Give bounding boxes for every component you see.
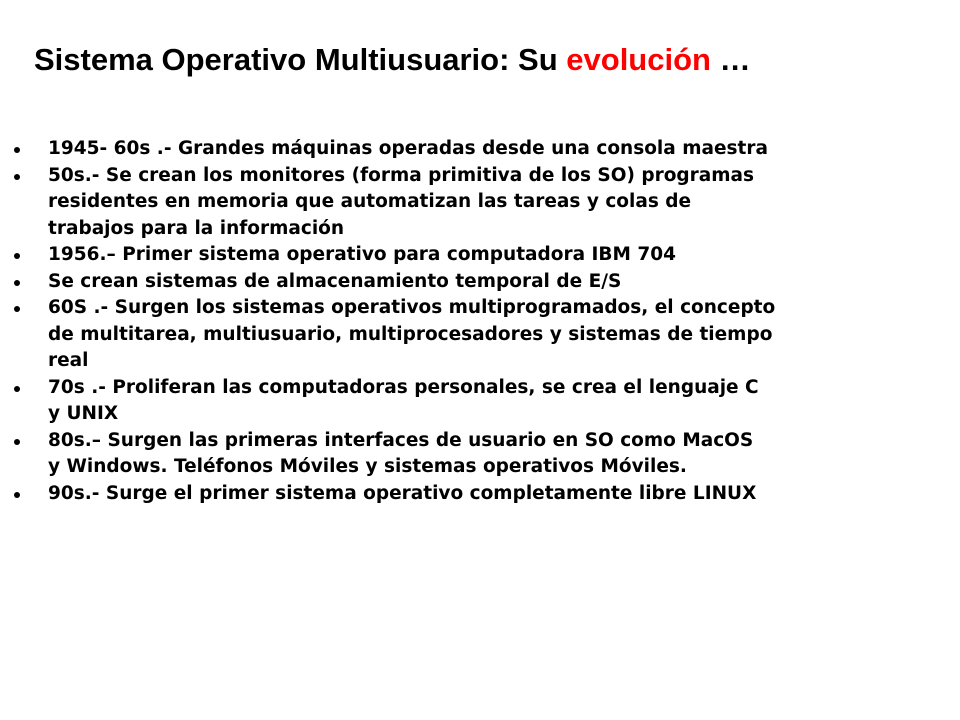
- list-item: [0, 295, 960, 375]
- evolution-list: [0, 136, 960, 507]
- bullet-icon: [14, 386, 20, 392]
- bullet-icon: [14, 306, 20, 312]
- title-prefix: Sistema Operativo Multiusuario: Su: [34, 42, 567, 77]
- list-item-text: 1956.– Primer sistema operativo para computadora IBM 704: [48, 244, 676, 265]
- list-item: [0, 242, 960, 269]
- list-item: [0, 136, 960, 163]
- list-item: [0, 375, 960, 428]
- list-item: [0, 428, 960, 481]
- list-item: [0, 269, 960, 296]
- list-item: [0, 481, 960, 508]
- list-item-text: 80s.– Surgen las primeras interfaces de usuario en SO como MacOS y Windows. Teléfonos Móviles y sistemas operativos Móviles.: [48, 429, 754, 477]
- list-item: [0, 163, 960, 243]
- list-item-text: 60S .- Surgen los sistemas operativos multiprogramados, el concepto de multitarea, multiusuario, multiprocesadores y sistemas de tiempo real: [48, 297, 776, 371]
- title-highlight: evolución: [566, 42, 711, 77]
- title-suffix: …: [710, 42, 751, 77]
- list-item-text: 1945- 60s .- Grandes máquinas operadas desde una consola maestra: [48, 138, 768, 159]
- slide-title: [34, 40, 751, 80]
- list-item-text: 50s.- Se crean los monitores (forma primitiva de los SO) programas residentes en memoria que automatizan las tareas y colas de trabajos para la información: [48, 164, 755, 239]
- list-item-text: 70s .- Proliferan las computadoras personales, se crea el lenguaje C y UNIX: [48, 376, 759, 424]
- list-item-text: Se crean sistemas de almacenamiento temporal de E/S: [48, 270, 622, 292]
- bullet-icon: [14, 174, 20, 180]
- bullet-icon: [14, 147, 20, 153]
- bullet-icon: [14, 439, 20, 445]
- bullet-icon: [14, 253, 20, 259]
- list-item-text: 90s.- Surge el primer sistema operativo completamente libre LINUX: [48, 482, 757, 504]
- bullet-icon: [14, 280, 20, 286]
- bullet-icon: [14, 492, 20, 498]
